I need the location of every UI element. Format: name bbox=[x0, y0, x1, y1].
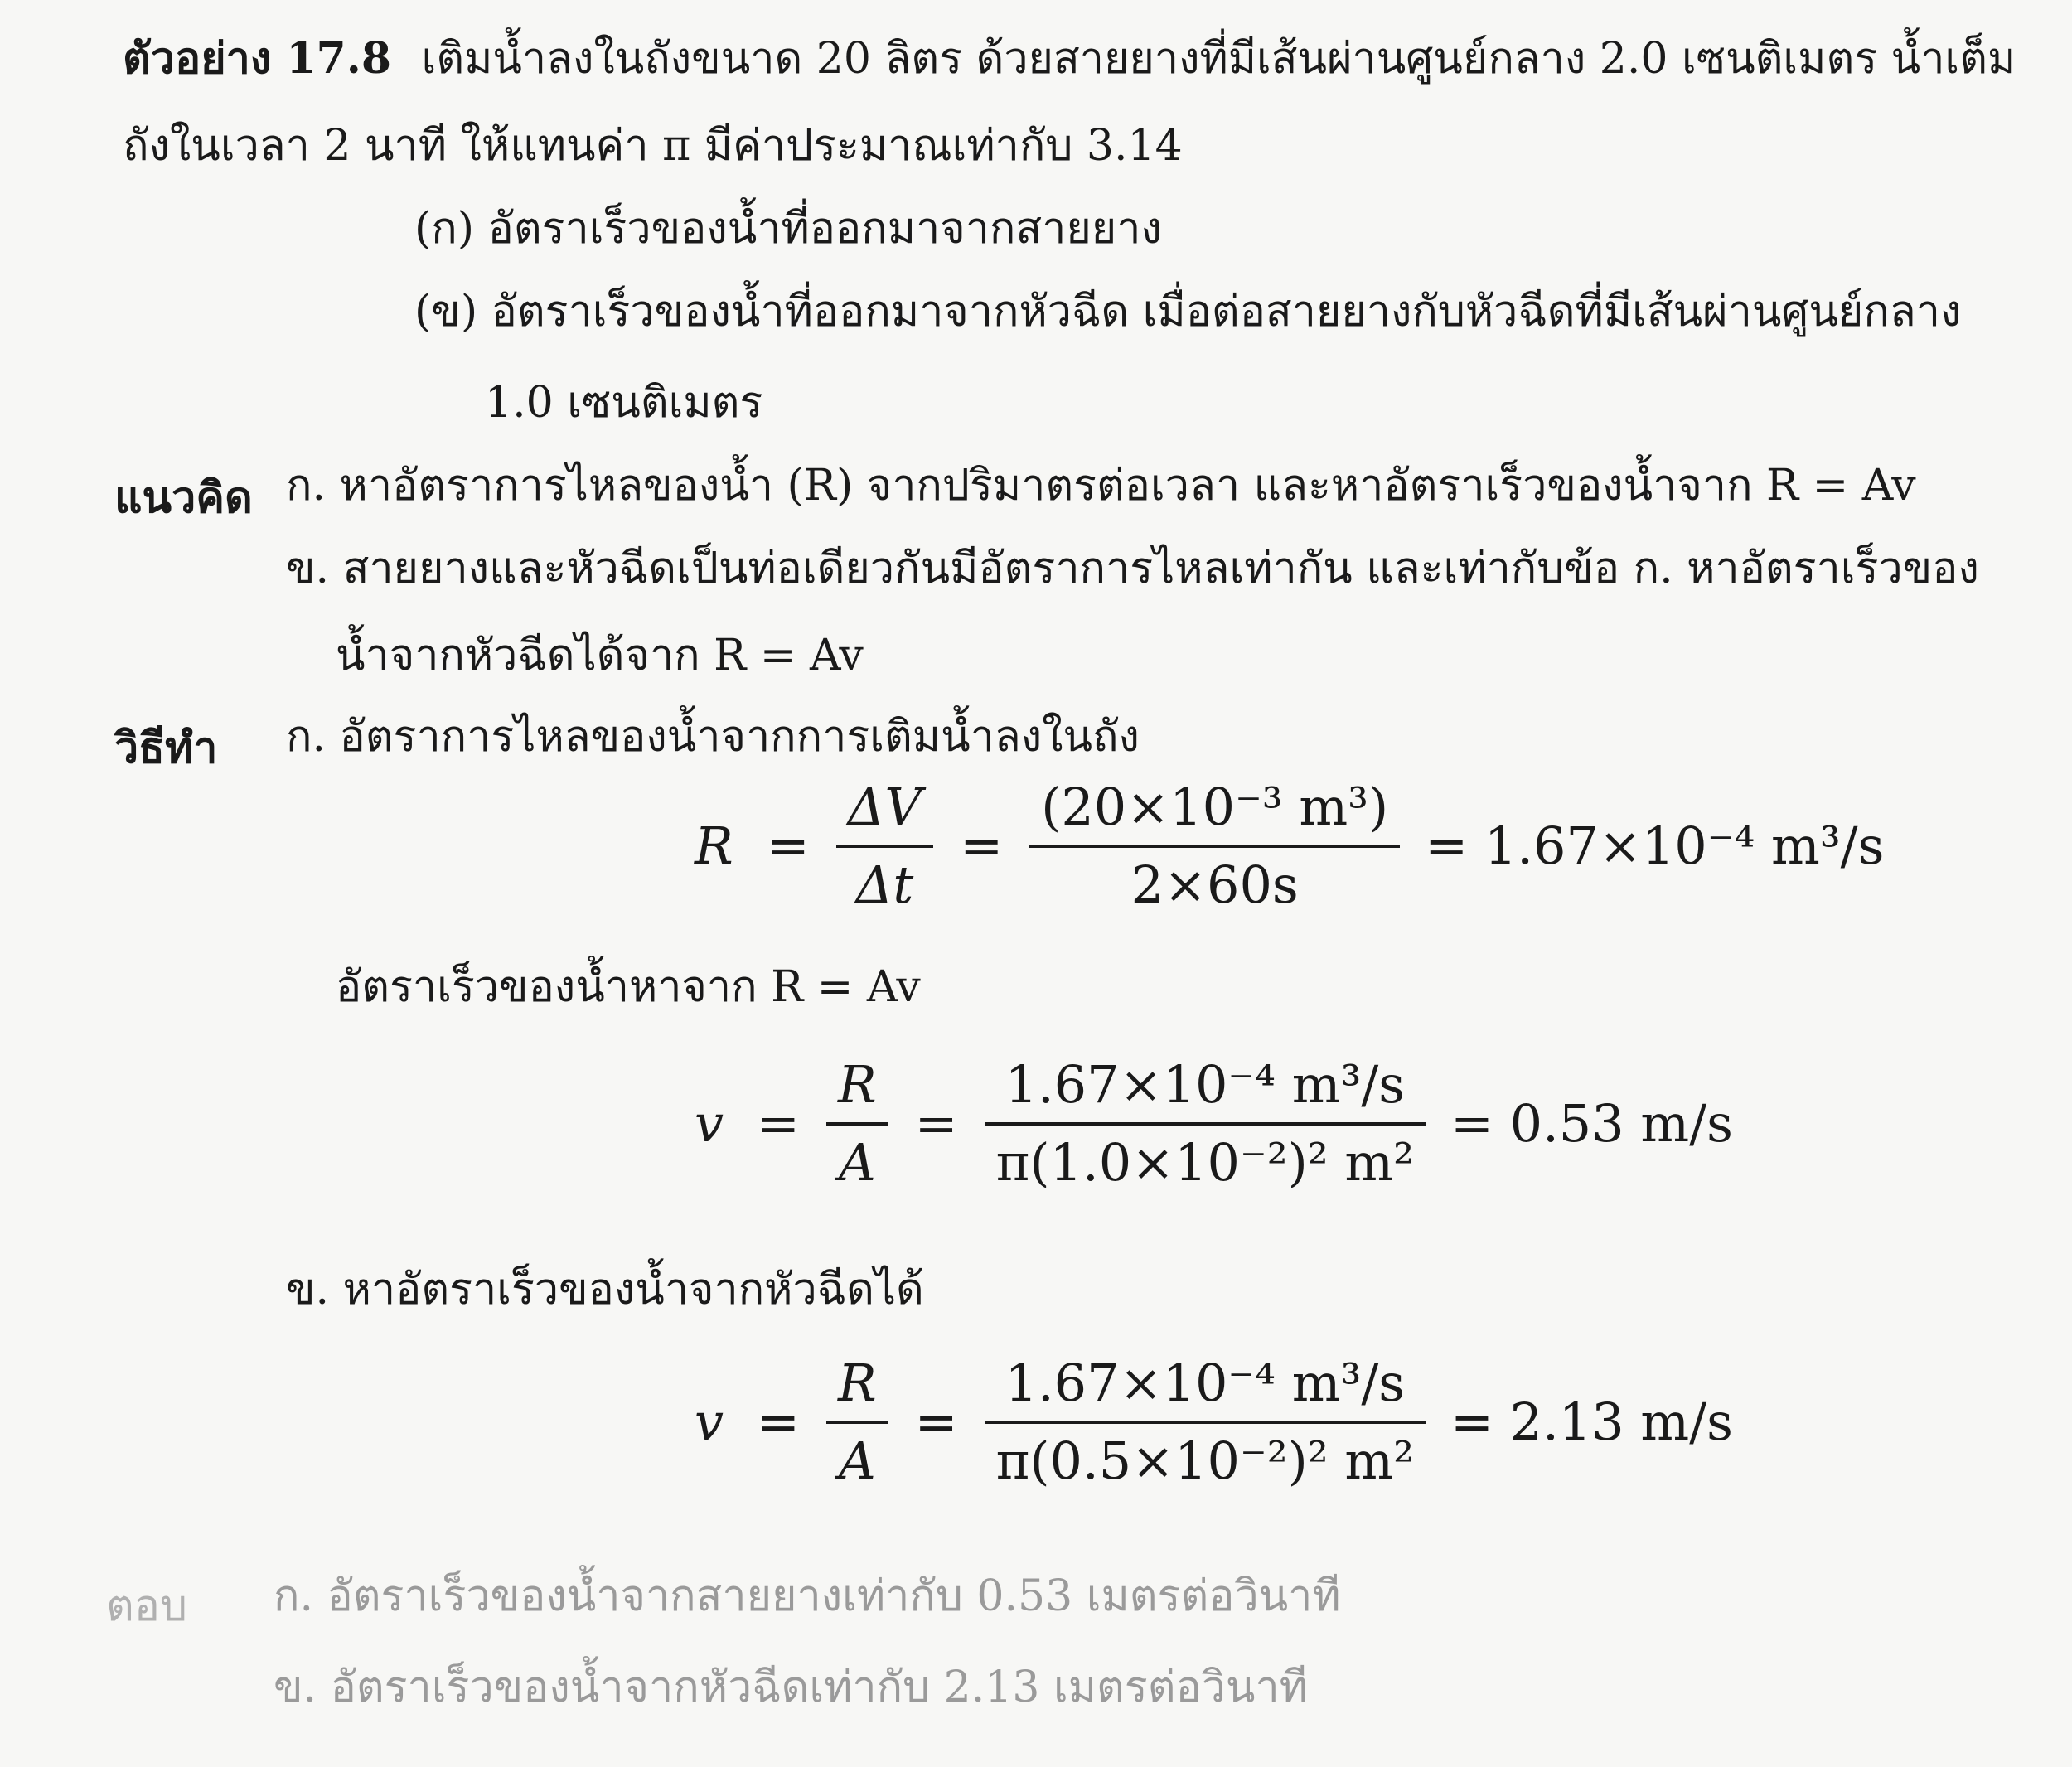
eq1-fraction-1 bbox=[836, 775, 934, 917]
fraction-bar bbox=[826, 1122, 888, 1126]
concept-a: ก. หาอัตราการไหลของน้ำ (R) จากปริมาตรต่อเวลา และหาอัตราเร็วของน้ำจาก R = Av bbox=[286, 461, 1916, 511]
equation-flow-rate bbox=[680, 775, 1884, 917]
method-label: วิธีทำ bbox=[114, 723, 218, 773]
eq1-fraction-2 bbox=[1029, 775, 1400, 917]
concept-b-line-1: ข. สายยางและหัวฉีดเป็นท่อเดียวกันมีอัตราการไหลเท่ากัน และเท่ากับข้อ ก. หาอัตราเร็วของ bbox=[286, 544, 1979, 593]
eq3-lhs: v bbox=[695, 1392, 724, 1452]
eq1-equals: = bbox=[766, 816, 810, 876]
eq3-result: = 2.13 m/s bbox=[1450, 1392, 1733, 1452]
example-heading: ตัวอย่าง 17.8 bbox=[123, 33, 392, 84]
fraction-bar bbox=[985, 1421, 1426, 1424]
eq2-equals-2: = bbox=[914, 1093, 958, 1154]
fraction-bar bbox=[985, 1122, 1426, 1126]
fraction-bar bbox=[826, 1421, 888, 1424]
eq1-lhs: R bbox=[695, 816, 733, 876]
eq1-result: = 1.67×10⁻⁴ m³/s bbox=[1425, 816, 1885, 876]
example-text-1: เติมน้ำลงในถังขนาด 20 ลิตร ด้วยสายยางที่มีเส้นผ่านศูนย์กลาง 2.0 เซนติเมตร น้ำเต็ม bbox=[421, 34, 2016, 84]
eq2-f1-denominator: A bbox=[838, 1131, 876, 1193]
question-b-line-2: 1.0 เซนติเมตร bbox=[485, 378, 763, 428]
question-b-line-1: (ข) อัตราเร็วของน้ำที่ออกมาจากหัวฉีด เมื่อต่อสายยางกับหัวฉีดที่มีเส้นผ่านศูนย์กลาง bbox=[414, 287, 1962, 336]
eq3-f2-denominator: π(0.5×10⁻²)² m² bbox=[995, 1430, 1414, 1491]
eq2-equals: = bbox=[757, 1093, 800, 1154]
eq2-fraction-1 bbox=[826, 1053, 888, 1194]
eq1-f1-denominator: Δt bbox=[855, 854, 914, 915]
concept-b-line-2: น้ำจากหัวฉีดได้จาก R = Av bbox=[336, 631, 864, 680]
eq3-equals: = bbox=[757, 1392, 800, 1452]
eq3-f1-numerator: R bbox=[837, 1353, 877, 1413]
example-line-1 bbox=[123, 33, 2016, 85]
answer-label: ตอบ bbox=[106, 1581, 188, 1631]
fraction-bar bbox=[836, 845, 934, 848]
eq2-f2-numerator: 1.67×10⁻⁴ m³/s bbox=[1005, 1054, 1406, 1115]
fraction-bar bbox=[1029, 845, 1400, 848]
eq2-result: = 0.53 m/s bbox=[1450, 1093, 1733, 1154]
question-a: (ก) อัตราเร็วของน้ำที่ออกมาจากสายยาง bbox=[414, 204, 1162, 254]
eq1-equals-2: = bbox=[960, 816, 1004, 876]
answer-a: ก. อัตราเร็วของน้ำจากสายยางเท่ากับ 0.53 เมตรต่อวินาที bbox=[274, 1571, 1341, 1621]
eq1-f1-numerator: ΔV bbox=[847, 777, 922, 837]
eq3-f2-numerator: 1.67×10⁻⁴ m³/s bbox=[1005, 1353, 1406, 1413]
eq1-f2-denominator: 2×60s bbox=[1130, 854, 1299, 915]
method-b: ข. หาอัตราเร็วของน้ำจากหัวฉีดได้ bbox=[286, 1265, 924, 1314]
eq3-fraction-1 bbox=[826, 1351, 888, 1493]
answer-b: ข. อัตราเร็วของน้ำจากหัวฉีดเท่ากับ 2.13 เมตรต่อวินาที bbox=[274, 1663, 1308, 1712]
equation-nozzle-speed bbox=[680, 1351, 1733, 1493]
eq3-equals-2: = bbox=[914, 1392, 958, 1452]
eq2-fraction-2 bbox=[985, 1053, 1426, 1194]
speed-intro: อัตราเร็วของน้ำหาจาก R = Av bbox=[336, 962, 921, 1012]
example-line-2: ถังในเวลา 2 นาที ให้แทนค่า π มีค่าประมาณเท่ากับ 3.14 bbox=[123, 121, 1183, 171]
eq2-f2-denominator: π(1.0×10⁻²)² m² bbox=[995, 1131, 1414, 1193]
eq2-lhs: v bbox=[695, 1093, 724, 1154]
equation-hose-speed bbox=[680, 1053, 1733, 1194]
concept-label: แนวคิด bbox=[114, 472, 253, 523]
eq3-fraction-2 bbox=[985, 1351, 1426, 1493]
eq1-f2-numerator: (20×10⁻³ m³) bbox=[1041, 777, 1389, 837]
method-a: ก. อัตราการไหลของน้ำจากการเติมน้ำลงในถัง bbox=[286, 712, 1140, 762]
eq3-f1-denominator: A bbox=[838, 1430, 876, 1491]
eq2-f1-numerator: R bbox=[837, 1054, 877, 1115]
